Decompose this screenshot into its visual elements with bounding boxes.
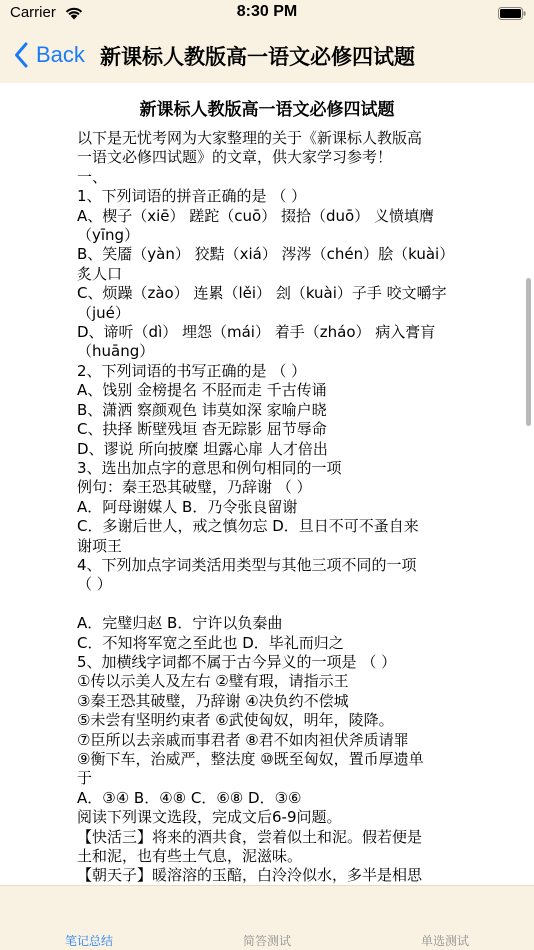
back-button[interactable] bbox=[14, 37, 85, 73]
article-line: D、谛听（dì） 埋怨（mái） 着手（zháo） 病入膏肓 bbox=[77, 323, 436, 342]
nav-title: 新课标人教版高一语文必修四试题 bbox=[100, 45, 415, 69]
article-line: C．多谢后世人，戒之慎勿忘 D．旦日不可不蚤自来 bbox=[77, 517, 419, 536]
article-line: 一语文必修四试题》的文章，供大家学习参考！ bbox=[77, 148, 393, 167]
article-line: D、谬说 所向披糜 坦露心扉 人才倍出 bbox=[77, 439, 328, 458]
article-line: 以下是无忧考网为大家整理的关于《新课标人教版高 bbox=[77, 129, 423, 147]
article-line: ③秦王恐其破璧，乃辞谢 ④决负约不偿城 bbox=[77, 691, 349, 710]
article-line: 土和泥，也有些土气息，泥滋味。 bbox=[77, 847, 303, 866]
article-line: A．阿母谢媒人 B．乃令张良留谢 bbox=[77, 497, 298, 516]
chevron-left-icon bbox=[14, 42, 28, 68]
article-line: 1、下列词语的拼音正确的是 （ ） bbox=[77, 187, 307, 206]
article-line: 一、 bbox=[77, 167, 108, 186]
tab-notes-summary[interactable]: 笔记总结 bbox=[64, 934, 113, 948]
article-line: A．③④ B．④⑧ C．⑥⑧ D．③⑥ bbox=[77, 788, 302, 807]
article-line: B、潇洒 察颜观色 讳莫如深 家喻户晓 bbox=[77, 400, 327, 419]
article-line bbox=[77, 595, 477, 614]
article-title: 新课标人教版高一语文必修四试题 bbox=[139, 100, 395, 120]
article-line: 阅读下列课文选段，完成文后6-9问题。 bbox=[77, 808, 342, 827]
article-line: 【快活三】将来的酒共食，尝着似土和泥。假若便是 bbox=[77, 827, 423, 846]
article-line: ⑤未尝有坚明约束者 ⑥武使匈奴，明年，陵降。 bbox=[77, 711, 394, 730]
article-line: ⑨衡下车，治威严，整法度 ⑩既至匈奴，置币厚遗单 bbox=[77, 749, 424, 768]
article-line: 2、下列词语的书写正确的是 （ ） bbox=[77, 361, 307, 380]
navigation-bar bbox=[0, 28, 534, 82]
article-line: C、抉择 断壁残垣 杳无踪影 屈节辱命 bbox=[77, 420, 327, 439]
article-body bbox=[77, 129, 477, 905]
article-line: C、烦躁（zào） 连累（lěi） 刽（kuài）子手 咬文嚼字 bbox=[77, 284, 447, 303]
article-line: ①传以示美人及左右 ②璧有瑕，请指示王 bbox=[77, 672, 349, 691]
clock-time: 8:30 PM bbox=[236, 3, 298, 20]
article-line: 谢项王 bbox=[77, 536, 123, 555]
article-line: （jué） bbox=[77, 303, 130, 322]
article-line: 炙人口 bbox=[77, 264, 123, 283]
article-line: 【朝天子】暖溶溶的玉醅，白泠泠似水，多半是相思 bbox=[77, 866, 423, 885]
tab-short-answer-test[interactable]: 简答测试 bbox=[242, 934, 291, 948]
status-bar bbox=[0, 0, 534, 28]
battery-icon bbox=[498, 7, 526, 20]
article-line: 于 bbox=[77, 769, 93, 788]
article-line: A、饯别 金榜提名 不胫而走 千古传诵 bbox=[77, 381, 327, 400]
article-line: （huāng） bbox=[77, 342, 155, 361]
article-line: B、笑靥（yàn） 狡黠（xiá） 涔涔（chén）脍（kuài） bbox=[77, 245, 455, 264]
article-line: A、楔子（xiē） 蹉跎（cuō） 掇拾（duō） 义愤填膺 bbox=[77, 206, 434, 225]
article-line: 例句：秦王恐其破璧，乃辞谢 （ ） bbox=[77, 478, 312, 497]
vertical-scrollbar[interactable] bbox=[526, 278, 531, 426]
tab-single-choice-test[interactable]: 单选测试 bbox=[420, 934, 469, 948]
article-line: 5、加横线字词都不属于古今异义的一项是 （ ） bbox=[77, 652, 397, 671]
article-line: A．完璧归赵 B．宁许以负秦曲 bbox=[77, 614, 283, 633]
article-line: （yīng） bbox=[77, 226, 140, 245]
article-view[interactable] bbox=[0, 83, 534, 885]
article-line: 3、选出加点字的意思和例句相同的一项 bbox=[77, 458, 342, 477]
article-line: （ ） bbox=[77, 575, 112, 594]
article-line: C．不知将军宽之至此也 D．毕礼而归之 bbox=[77, 633, 344, 652]
article-line: 4、下列加点字词类活用类型与其他三项不同的一项 bbox=[77, 555, 417, 574]
article-line: ⑦臣所以去亲戚而事君者 ⑧君不如肉袒伏斧质请罪 bbox=[77, 730, 409, 749]
carrier-label: Carrier bbox=[10, 4, 56, 21]
back-label: Back bbox=[36, 42, 85, 67]
tab-bar bbox=[0, 885, 534, 950]
